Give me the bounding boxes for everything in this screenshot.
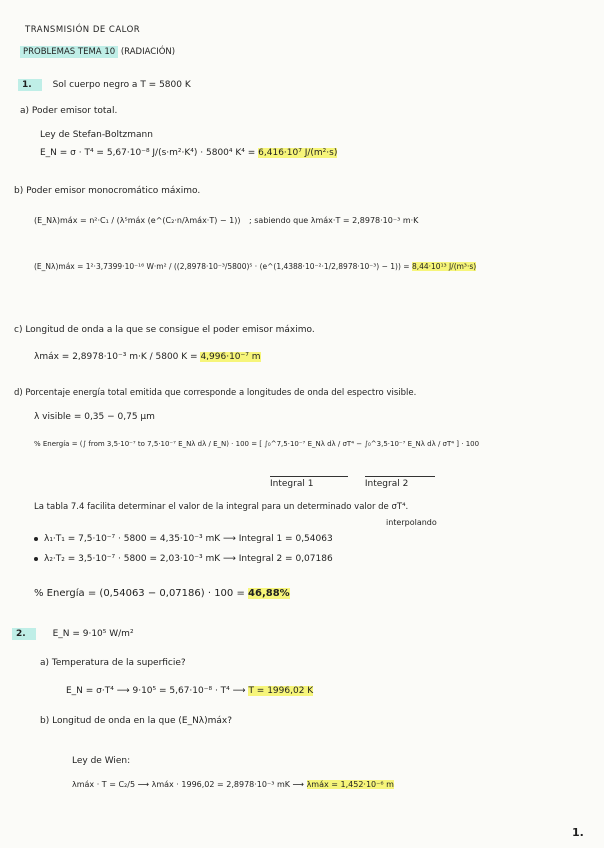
p2-b-law: Ley de Wien:	[72, 756, 131, 766]
p1-b-eq1-line	[34, 216, 418, 226]
integral-1-label: Integral 1	[270, 476, 348, 490]
subtitle-note: (RADIACIÓN)	[120, 47, 176, 57]
p1-b-title: b) Poder emisor monocromático máximo.	[14, 186, 201, 196]
problem-2-statement: E_N = 9·10⁵ W/m²	[52, 629, 134, 639]
page-title: TRANSMISIÓN DE CALOR	[25, 25, 141, 35]
p2-a-eq-line	[66, 686, 313, 697]
p1-d-bullet-2	[34, 554, 333, 565]
problem-2-number: 2.	[12, 628, 36, 640]
p1-d-interp: interpolando	[386, 518, 437, 527]
p1-c-eq: λmáx = 2,8978·10⁻³ m·K / 5800 K =	[34, 352, 198, 362]
p1-d-b2: λ₂·T₂ = 3,5·10⁻⁷ · 5800 = 2,03·10⁻³ mK ⟶ Integral 2 = 0,07186	[44, 554, 333, 564]
p1-d-final-line	[34, 588, 290, 600]
p1-d-table-note: La tabla 7.4 facilita determinar el valor de la integral para un determinado valor de σT⁴.	[34, 502, 409, 512]
p1-d-title: d) Porcentaje energía total emitida que corresponde a longitudes de onda del espectro visible.	[14, 388, 417, 398]
problem-1-header	[18, 80, 191, 91]
p1-d-result: 46,88%	[248, 588, 290, 599]
page-number: 1.	[572, 826, 584, 839]
p1-d-visible: λ visible = 0,35 − 0,75 μm	[34, 412, 155, 422]
p1-d-bullet-1	[34, 534, 333, 545]
bullet-dot	[34, 537, 38, 541]
p1-a-equation	[40, 148, 337, 159]
p1-d-b1: λ₁·T₁ = 7,5·10⁻⁷ · 5800 = 4,35·10⁻³ mK ⟶ Integral 1 = 0,54063	[44, 534, 333, 544]
problem-1-statement: Sol cuerpo negro a T = 5800 K	[52, 80, 191, 90]
p1-b-result: 8,44·10¹³ J/(m³·s)	[411, 262, 477, 271]
p2-b-eq: λmáx · T = C₂/5 ⟶ λmáx · 1996,02 = 2,8978·10⁻³ mK ⟶	[72, 780, 305, 789]
p2-b-title: b) Longitud de onda en la que (E_Nλ)máx?	[40, 716, 233, 726]
integral-2-label: Integral 2	[365, 476, 435, 490]
p1-a-title: a) Poder emisor total.	[20, 106, 118, 116]
p1-b-eq1-note: ; sabiendo que λmáx·T = 2,8978·10⁻³ m·K	[249, 216, 419, 225]
p1-a-law: Ley de Stefan-Boltzmann	[40, 130, 153, 140]
p1-d-eq: % Energía = (∫ from 3,5·10⁻⁷ to 7,5·10⁻⁷ E_Nλ dλ / E_N) · 100 = [ ∫₀^7,5·10⁻⁷ E_Nλ dλ / σT⁴ − ∫₀^3,5·10⁻⁷ E_Nλ dλ / σT⁴ ] · 100	[34, 440, 480, 448]
p2-b-result: λmáx = 1,452·10⁻⁶ m	[306, 780, 394, 789]
p2-b-eq-line	[72, 780, 394, 790]
p1-c-eq-line	[34, 352, 261, 363]
p1-d-final: % Energía = (0,54063 − 0,07186) · 100 =	[34, 588, 245, 599]
bullet-dot	[34, 557, 38, 561]
p2-a-eq: E_N = σ·T⁴ ⟶ 9·10⁵ = 5,67·10⁻⁸ · T⁴ ⟶	[66, 686, 246, 696]
p1-c-result: 4,996·10⁻⁷ m	[200, 352, 261, 362]
p2-a-result: T = 1996,02 K	[248, 686, 314, 696]
p1-a-eq: E_N = σ · T⁴ = 5,67·10⁻⁸ J/(s·m²·K⁴) · 5800⁴ K⁴ =	[40, 148, 256, 158]
p1-b-eq1: (E_Nλ)máx = n²·C₁ / (λ⁵máx (e^(C₂·n/λmáx·T) − 1))	[34, 216, 241, 225]
problem-2-header	[12, 629, 134, 640]
subtitle	[20, 47, 175, 57]
problem-1-number: 1.	[18, 79, 42, 91]
p1-b-eq2: (E_Nλ)máx = 1²·3,7399·10⁻¹⁶ W·m² / ((2,8978·10⁻³/5800)⁵ · (e^(1,4388·10⁻²·1/2,8978·10⁻³) − 1)) =	[34, 262, 410, 271]
p1-d-integral-labels	[270, 476, 435, 490]
p1-c-title: c) Longitud de onda a la que se consigue el poder emisor máximo.	[14, 325, 315, 335]
subtitle-highlight: PROBLEMAS TEMA 10	[20, 46, 118, 58]
p2-a-title: a) Temperatura de la superficie?	[40, 658, 186, 668]
p1-a-result: 6,416·10⁷ J/(m²·s)	[258, 148, 338, 158]
p1-b-eq2-line	[34, 262, 476, 271]
